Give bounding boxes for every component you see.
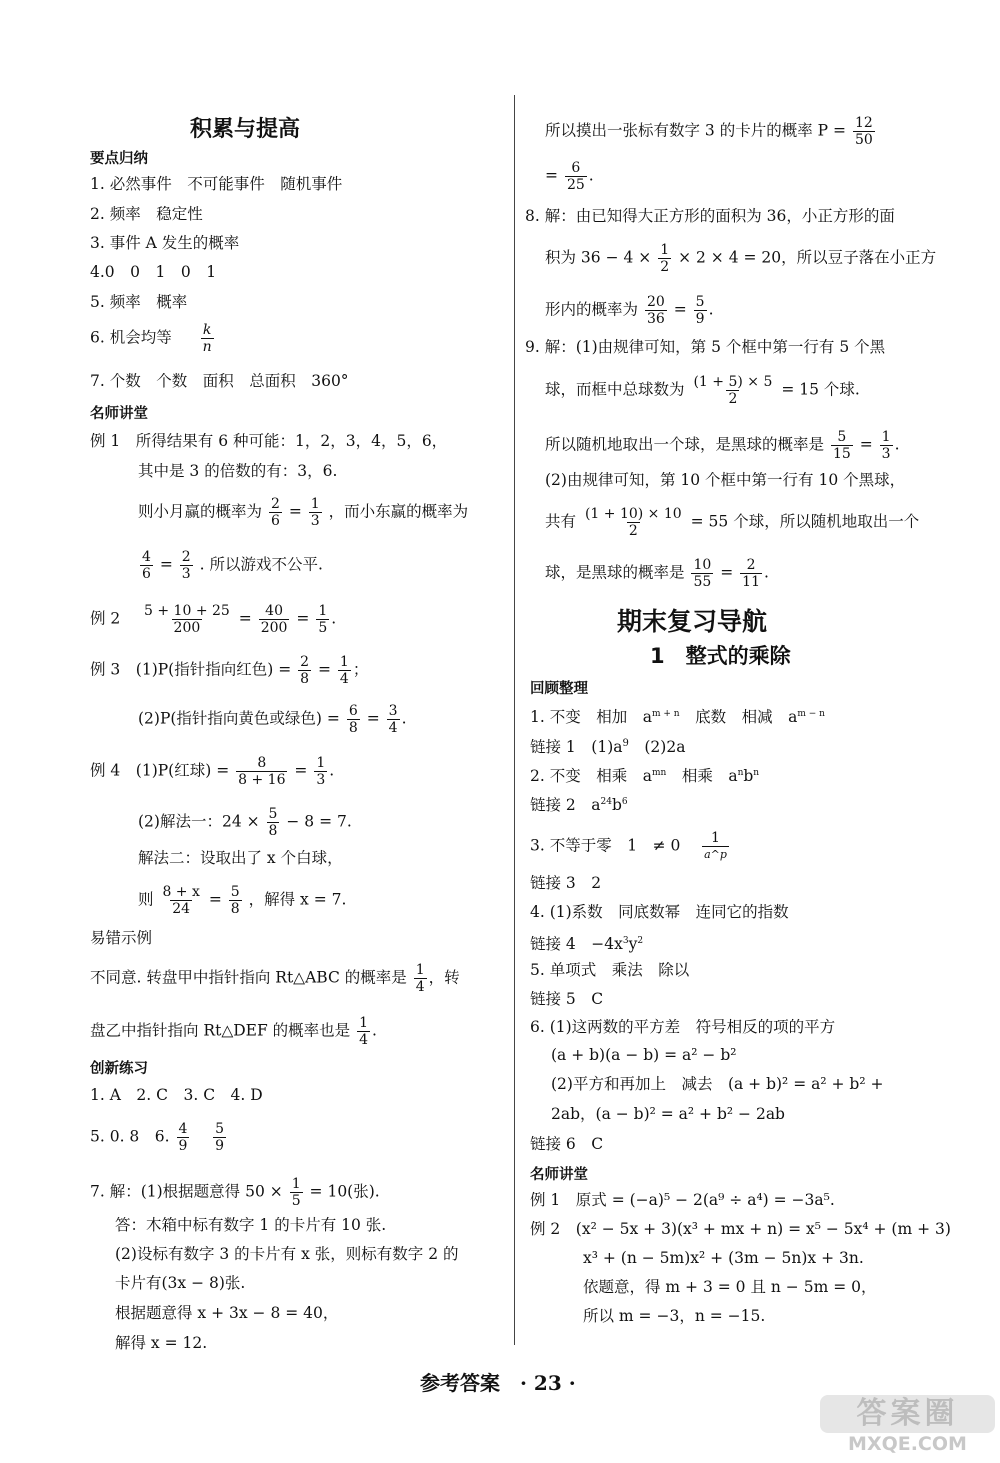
chapter-title: 期末复习导航 [617,607,768,636]
example-1-line: 例 1 所得结果有 6 种可能：1，2，3，4，5，6， [90,432,448,450]
link-line: 链接 4 $-4x^3y^2$ [530,935,644,954]
example-line: 例 2 (x² − 5x + 3)(x³ + mx + n) = x⁵ − 5x⁴ + (m + 3) [530,1220,951,1238]
watermark-logo [820,1395,995,1455]
link-line: 链接 1 $(1)a^9$ (2)2a [530,738,686,757]
fraction: $\frac{(1 + 5) \times 5}{2}$ [693,374,773,407]
practice-line: 解得 x = 12. [115,1334,208,1352]
answer-line: 7. 个数 个数 面积 总面积 360° [90,372,349,390]
answer-line: 球，是黑球的概率是 $\frac{10}{55}$ = $\frac{2}{11}$ . [545,557,769,590]
fraction: $\frac{2}{11}$ [742,557,760,590]
fraction: $\frac{5}{9}$ [215,1121,225,1154]
practice-line: 1. A 2. C 3. C 4. D [90,1086,263,1104]
fraction: $\frac{12}{50}$ [854,115,873,148]
answer-line: (2)由规律可知，第 10 个框中第一行有 10 个黑球， [545,471,906,489]
example-line: 所以 m = −3，n = −15. [583,1307,766,1325]
review-line: 3. 不等于零 1 ≠ 0 1 a^p [530,830,727,861]
fraction: $\frac{1}{4}$ [415,962,425,995]
fraction: $\frac{1}{2}$ [660,242,670,275]
mistake-line: 不同意. 转盘甲中指针指向 Rt△ABC 的概率是 $\frac{1}{4}$ ，转 [90,962,460,995]
example-4-line: 解法二：设取出了 x 个白球， [138,849,343,867]
example-line: 例 1 原式 = (−a)⁵ − 2(a⁹ ÷ a⁴) = −3a⁵. [530,1191,835,1209]
heading-review: 回顾整理 [530,681,588,697]
fraction: $\frac{1}{3}$ [316,755,326,788]
example-4-line: (2)解法一：24 × $\frac{5}{8}$ − 8 = 7. [138,806,352,839]
example-line: x³ + (n − 5m)x² + (3m − 5n)x + 3n. [583,1249,864,1267]
practice-line: 卡片有(3x − 8)张. [115,1274,246,1292]
answer-line: 形内的概率为 $\frac{20}{36}$ = $\frac{5}{9}$ . [545,294,714,327]
answer-line: 4.0 0 1 0 1 [90,263,217,281]
fraction: $\frac{2}{8}$ [300,654,310,687]
fraction: $\frac{4}{6}$ [142,549,151,582]
review-line: 6. (1)这两数的平方差 符号相反的项的平方 [530,1018,836,1036]
mistake-line: 盘乙中指针指向 Rt△DEF 的概率也是 $\frac{1}{4}$ . [90,1015,377,1048]
watermark-url: MXQE.COM [848,1433,967,1455]
example-1-line: $\frac{4}{6}$ = $\frac{2}{3}$ . 所以游戏不公平. [142,549,323,582]
answer-line: 9. 解：(1)由规律可知，第 5 个框中第一行有 5 个黑 [525,338,886,356]
heading-teacher-lecture-2: 名师讲堂 [530,1167,588,1183]
fraction: $\frac{8 + x}{24}$ [162,884,200,917]
fraction: 1 a^p [704,830,727,861]
practice-line: (2)设标有数字 3 的卡片有 x 张，则标有数字 2 的 [115,1245,459,1263]
fraction: $\frac{1}{5}$ [318,603,328,636]
example-line: 依题意，得 m + 3 = 0 且 n − 5m = 0， [583,1278,877,1296]
example-3-line: (2)P(指针指向黄色或绿色) = $\frac{6}{8}$ = $\frac{3}{4}$ . [138,703,407,736]
fraction: $\frac{40}{200}$ [260,603,288,636]
fraction: $\frac{20}{36}$ [646,294,665,327]
fraction: $\frac{5}{15}$ [832,429,851,462]
fraction: $\frac{1}{5}$ [291,1176,301,1209]
practice-line: 5. 0. 8 6. $\frac{4}{9}$ $\frac{5}{9}$ [90,1121,225,1154]
fraction: $\frac{4}{9}$ [178,1121,188,1154]
fraction: $\frac{10}{55}$ [693,557,712,590]
answer-line: 3. 事件 A 发生的概率 [90,234,240,252]
review-line: 2. 不变 相乘 $a^{mn}$ 相乘 $a^nb^n$ [530,767,760,786]
answer-line: 积为 36 − 4 × $\frac{1}{2}$ × 2 × 4 = 20，所以豆子落在小正方 [545,242,937,275]
example-1-line: 其中是 3 的倍数的有：3，6. [138,462,338,480]
review-line: 2ab，(a − b)² = a² + b² − 2ab [551,1105,785,1123]
fraction: $\frac{6}{8}$ [348,703,358,736]
answer-line: 6. 机会均等 $\frac{k}{n}$ [90,322,212,355]
heading-innovation-practice: 创新练习 [90,1061,148,1077]
column-divider [514,95,515,1345]
fraction: $\frac{2}{6}$ [270,496,280,529]
answer-line: 1. 必然事件 不可能事件 随机事件 [90,175,343,193]
answer-line: 所以摸出一张标有数字 3 的卡片的概率 P = $\frac{12}{50}$ [545,115,873,148]
answer-line: 2. 频率 稳定性 [90,205,203,223]
review-line: 4. (1)系数 同底数幂 连同它的指数 [530,903,789,921]
practice-line: 根据题意得 x + 3x − 8 = 40， [115,1304,339,1322]
fraction: $\frac{1}{3}$ [881,429,891,462]
heading-common-mistakes: 易错示例 [90,929,153,947]
practice-line: 7. 解：(1)根据题意得 50 × $\frac{1}{5}$ = 10(张). [90,1176,380,1209]
fraction: $\frac{1}{4}$ [359,1015,369,1048]
example-2-line: 例 2 $\frac{5 + 10 + 25}{200}$ = $\frac{40}{200}$ = $\frac{1}{5}$ . [90,603,337,636]
fraction: $\frac{1}{4}$ [339,654,349,687]
answer-line: 球，而框中总球数为 $\frac{(1 + 5) \times 5}{2}$ = 15 个球. [545,374,860,407]
link-line: 链接 2 $a^{24}b^6$ [530,796,628,815]
heading-teacher-lecture: 名师讲堂 [90,406,148,422]
answer-line: 共有 $\frac{(1 + 10) \times 10}{2}$ = 55 个球，所以随机地取出一个 [545,506,920,539]
fraction: $\frac{(1 + 10) \times 10}{2}$ [584,506,682,539]
fraction: $\frac{6}{25}$ [566,160,585,193]
review-line: (2)平方和再加上 减去 (a + b)² = a² + b² + [551,1075,884,1093]
fraction: $\frac{k}{n}$ [202,322,212,355]
review-line: 5. 单项式 乘法 除以 [530,961,690,979]
link-line: 链接 6 C [530,1135,604,1153]
fraction: $\frac{8}{8 + 16}$ [238,755,286,788]
review-line: (a + b)(a − b) = a² − b² [551,1046,737,1064]
answer-line: 8. 解：由已知得大正方形的面积为 36，小正方形的面 [525,207,895,225]
answer-line: 5. 频率 概率 [90,293,188,311]
example-4-line: 则 $\frac{8 + x}{24}$ = $\frac{5}{8}$ ，解得 x = 7. [138,884,347,917]
fraction: $\frac{1}{3}$ [310,496,320,529]
page-footer: 参考答案 · 23 · [420,1371,576,1395]
fraction: $\frac{3}{4}$ [388,703,398,736]
link-line: 链接 3 2 [530,874,602,892]
section-title: 积累与提高 [190,117,301,142]
example-1-line: 则小月赢的概率为 $\frac{2}{6}$ = $\frac{1}{3}$ ，而小东赢的概率为 [138,496,469,529]
example-4-line: 例 4 (1)P(红球) = $\frac{8}{8 + 16}$ = $\frac{1}{3}$ . [90,755,335,788]
review-line: 1. 不变 相加 $a^{m + n}$ 底数 相减 $a^{m - n}$ [530,708,825,727]
example-3-line: 例 3 (1)P(指针指向红色) = $\frac{2}{8}$ = $\frac{1}{4}$ ； [90,654,369,687]
chapter-subtitle: 1 整式的乘除 [650,644,791,668]
practice-line: 答：木箱中标有数字 1 的卡片有 10 张. [115,1216,387,1234]
watermark-text: 答案圈 [820,1395,995,1433]
fraction: $\frac{5 + 10 + 25}{200}$ [144,603,230,636]
fraction: $\frac{5}{8}$ [268,806,278,839]
heading-key-points: 要点归纳 [90,151,148,167]
fraction: $\frac{2}{3}$ [181,549,191,582]
fraction: $\frac{5}{8}$ [230,884,240,917]
answer-line: 所以随机地取出一个球，是黑球的概率是 $\frac{5}{15}$ = $\frac{1}{3}$ . [545,429,900,462]
answer-line: = $\frac{6}{25}$ . [545,160,594,193]
fraction: $\frac{5}{9}$ [695,294,705,327]
link-line: 链接 5 C [530,990,604,1008]
